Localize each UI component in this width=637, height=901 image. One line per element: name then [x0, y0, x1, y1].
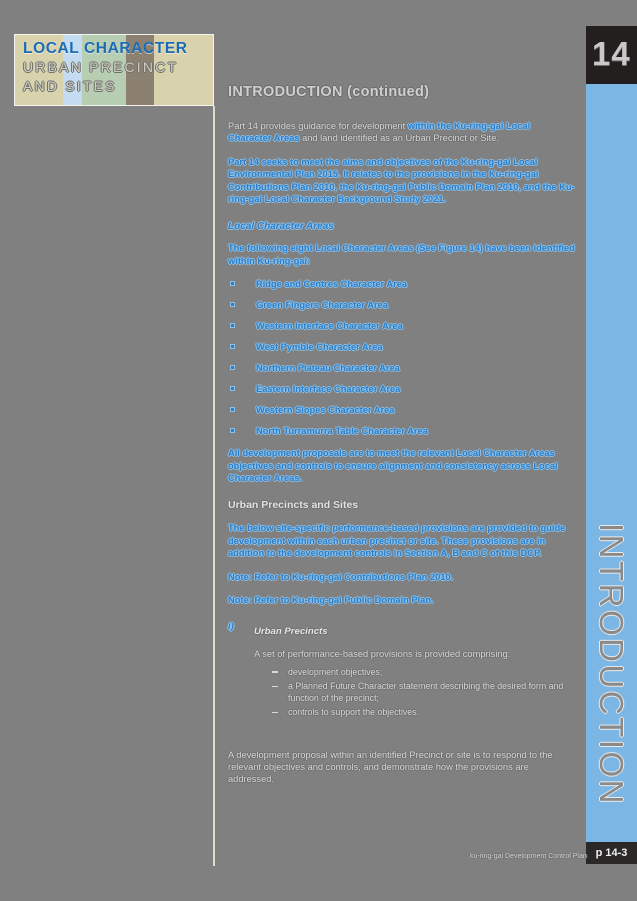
subsection-title: Urban Precincts: [254, 625, 328, 637]
paragraph-subsection-closing: A development proposal within an identified Precinct or site is to respond to the relevant objectives and controls, and demonstrate how the provisions are addressed.: [228, 749, 553, 785]
footer-document-title: ku-ring-gai Development Control Plan: [470, 853, 587, 860]
paragraph-part14-guidance: [228, 120, 576, 145]
paragraph-ups-intro: The below site-specific performance-based provisions are provided to guide development within each urban precinct or site. These provisions are in addition to the development controls in Section A, B and C of this DCP.: [228, 523, 566, 559]
list-item: [228, 278, 576, 290]
list-item-label: a Planned Future Character statement describing the desired form and function of the precinct;: [288, 681, 564, 703]
para-seg-blue-1: within the Ku-ring-gai Local Character Areas: [228, 121, 531, 144]
list-item: [228, 383, 576, 395]
heading-urban-precincts-and-sites: Urban Precincts and Sites: [228, 499, 359, 512]
list-item-label: Ridge and Centres Character Area: [256, 279, 408, 290]
dash-icon: [272, 686, 278, 688]
list-item-label: West Pymble Character Area: [256, 342, 383, 353]
list-item-label: Eastern Interface Character Area: [256, 384, 401, 395]
dash-icon: [272, 671, 278, 673]
logo-line-3: AND SITES: [23, 78, 117, 94]
paragraph-subsection-leadin: A set of performance-based provisions is provided comprising:: [254, 648, 511, 659]
bullet-icon: [231, 282, 234, 285]
logo-line-1: LOCAL CHARACTER: [23, 40, 188, 57]
para-seg-grey-1: Part 14 provides guidance for development: [228, 121, 408, 131]
list-item-label: Western Slopes Character Area: [256, 405, 395, 416]
list-item-label: Green Fingers Character Area: [256, 300, 388, 311]
bullet-icon: [231, 366, 234, 369]
local-character-area-list: [228, 278, 576, 437]
list-item: [228, 320, 576, 332]
note-contributions-plan: Note: Refer to Ku-ring-gai Contributions Plan 2010.: [228, 571, 454, 582]
logo-line-2: URBAN PRECINCT: [23, 59, 179, 75]
chapter-number-box: [586, 26, 637, 84]
main-content-column: [228, 84, 576, 797]
list-item: [228, 341, 576, 353]
page-title: INTRODUCTION (continued): [228, 84, 430, 100]
side-tab-label: INTRODUCTION: [593, 523, 631, 806]
list-item: [272, 667, 576, 678]
para-seg-grey-2: and land identified as an Urban Precinct or Site.: [299, 133, 499, 144]
logo-text: [23, 39, 209, 96]
list-item: [228, 362, 576, 374]
subsection-body: [254, 648, 576, 660]
dash-icon: [272, 712, 278, 714]
bullet-icon: [231, 324, 234, 327]
bullet-icon: [231, 429, 234, 432]
side-tab-strip: [586, 84, 637, 842]
page-number-badge: p 14-3: [586, 842, 637, 864]
note-public-domain-plan: Note: Refer to Ku-ring-gai Public Domain Plan.: [228, 595, 434, 606]
bullet-icon: [231, 345, 234, 348]
list-item-label: controls to support the objectives.: [288, 707, 420, 718]
subsection-dash-list: [272, 667, 576, 719]
list-item: [228, 404, 576, 416]
heading-local-character-areas: Local Character Areas: [228, 221, 334, 233]
bullet-icon: [231, 408, 234, 411]
local-character-logo-block: [14, 34, 214, 106]
list-item-label: Western Interface Character Area: [256, 321, 403, 332]
list-item: [228, 425, 576, 437]
vertical-spacer: [228, 727, 576, 749]
subsection-urban-precincts: [228, 621, 576, 639]
paragraph-lca-intro: The following eight Local Character Areas (See Figure 14) have been identified within Ku-ring-gai:: [228, 243, 575, 266]
list-item: [272, 681, 576, 704]
list-item: [228, 299, 576, 311]
paragraph-lca-closing: All development proposals are to meet the relevant Local Character Areas objectives and controls to ensure alignment and consistency across Local Character Areas.: [228, 448, 558, 484]
list-item-label: North Turramurra Table Character Area: [256, 426, 428, 437]
list-item: [272, 707, 576, 718]
chapter-number: 14: [592, 35, 631, 72]
bullet-icon: [231, 387, 234, 390]
bullet-icon: [231, 303, 234, 306]
paragraph-part14-aims: Part 14 seeks to meet the aims and objectives of the Ku-ring-gai Local Environmental Plan 2015. It relates to the provisions in the Ku-ring-gai Contributions Plan 2010, the Ku-ring-gai Public Domain Plan 2010, and the Ku-ring-gai Local Character Background Study 2021.: [228, 156, 575, 205]
subsection-roman-numeral: i): [228, 620, 234, 632]
column-divider-line: [213, 106, 215, 866]
list-item-label: development objectives;: [288, 666, 383, 677]
list-item-label: Northern Plateau Character Area: [256, 363, 400, 374]
